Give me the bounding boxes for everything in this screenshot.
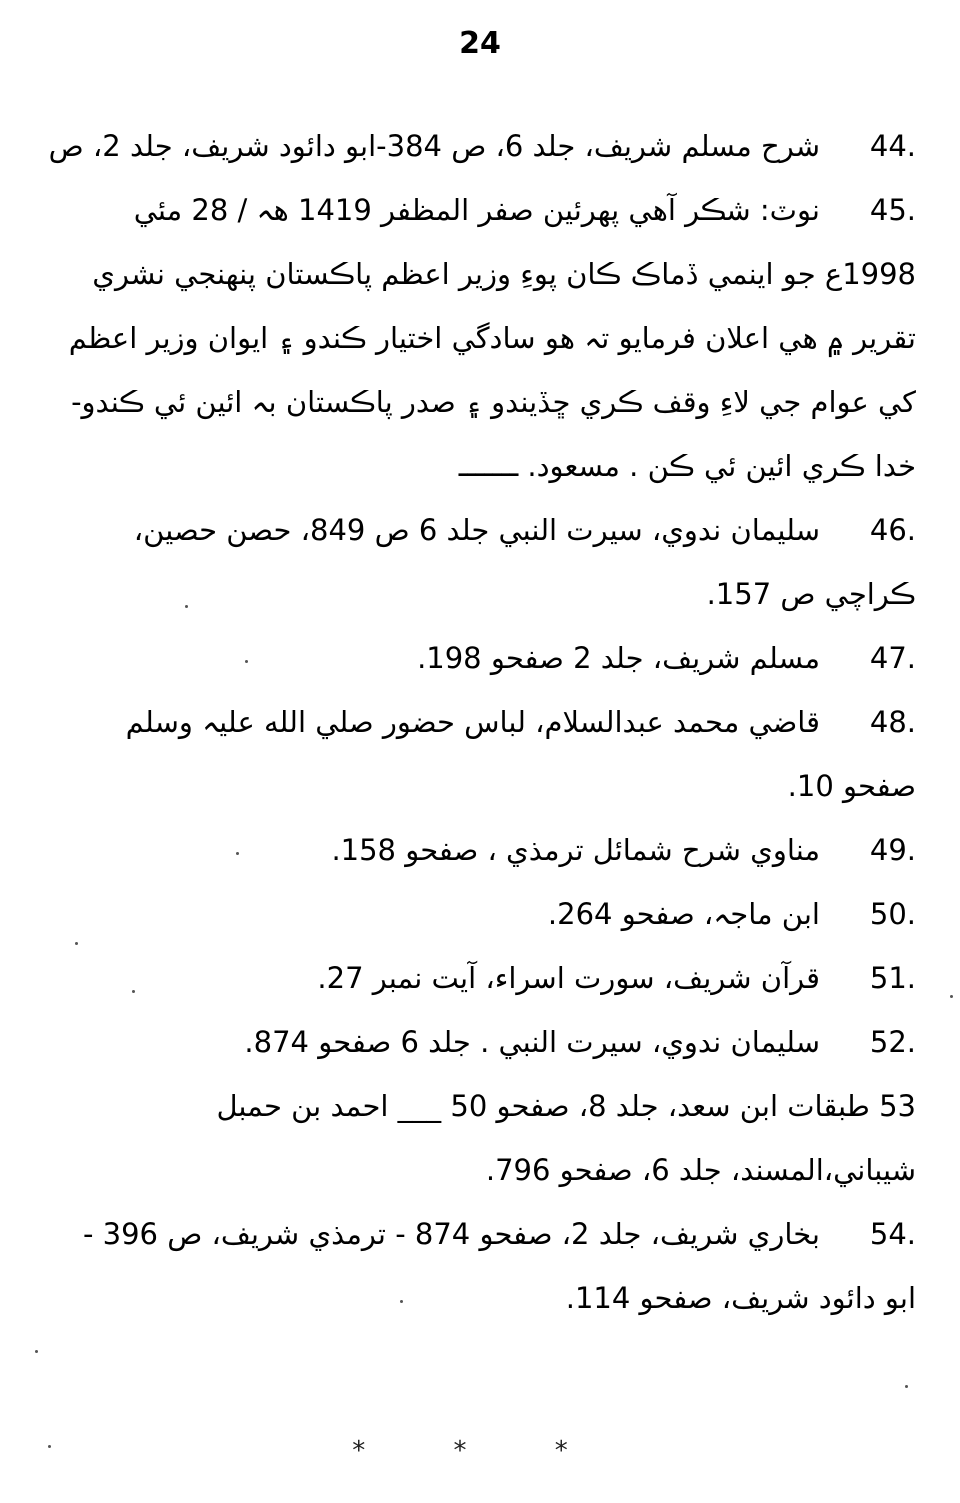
note-line-53 xyxy=(22,1084,916,1128)
note-number: 49. xyxy=(869,833,916,867)
note-text: تقرير ۾ هي اعلان فرمايو تہ هو سادگي اختيار ڪندو ۽ ايوان وزير اعظم xyxy=(68,321,916,355)
note-number: 44. xyxy=(869,129,916,163)
scan-speck xyxy=(905,1385,908,1388)
note-number: 50. xyxy=(869,897,916,931)
note-line-45 xyxy=(22,188,916,232)
note-text: ابو دائود شريف، صفحو 114. xyxy=(565,1281,916,1315)
note-line-51 xyxy=(22,956,916,1000)
page-number: 24 xyxy=(459,26,501,61)
scan-speck xyxy=(245,660,248,663)
scan-speck xyxy=(35,1350,38,1353)
note-text: کي عوام جي لاءِ وقف ڪري ڇڏيندو ۽ صدر پاڪستان بہ ائين ئي ڪندو- xyxy=(71,385,916,419)
scan-speck xyxy=(132,990,135,993)
scan-speck xyxy=(236,852,239,855)
note-line-44 xyxy=(22,124,916,168)
note-text: خدا ڪري ائين ئي ڪن . مسعود. ـــــــ xyxy=(458,449,916,483)
note-line-54-cont xyxy=(22,1276,916,1320)
note-line-53-cont xyxy=(22,1148,916,1192)
note-line-45-cont-2 xyxy=(22,316,916,360)
note-number: 45. xyxy=(869,193,916,227)
scan-speck xyxy=(75,942,78,945)
note-text: بخاري شريف، جلد 2، صفحو 874 - ترمذي شريف، ص 396 - xyxy=(82,1217,820,1251)
note-number: 52. xyxy=(869,1025,916,1059)
note-text: شرح مسلم شريف، جلد 6، ص 384-ابو دائود شريف، جلد 2، ص xyxy=(48,129,820,163)
note-line-48 xyxy=(22,700,916,744)
note-text: مناوي شرح شمائل ترمذي ، صفحو 158. xyxy=(331,833,820,867)
note-line-48-cont xyxy=(22,764,916,808)
note-number: 47. xyxy=(869,641,916,675)
note-text: ڪراچي ص 157. xyxy=(706,577,916,611)
note-text: شيباني،المسند، جلد 6، صفحو 796. xyxy=(485,1153,916,1187)
note-number: 46. xyxy=(869,513,916,547)
note-line-46-cont xyxy=(22,572,916,616)
note-text: قاضي محمد عبدالسلام، لباس حضور صلي الله عليہ وسلم xyxy=(125,705,820,739)
note-line-47 xyxy=(22,636,916,680)
note-line-45-cont-4 xyxy=(22,444,916,488)
note-line-54 xyxy=(22,1212,916,1256)
note-line-49 xyxy=(22,828,916,872)
note-text: 53 طبقات ابن سعد، جلد 8، صفحو 50 ___ احمد بن حمبل xyxy=(216,1089,916,1123)
note-line-52 xyxy=(22,1020,916,1064)
note-line-50 xyxy=(22,892,916,936)
end-mark: * * * xyxy=(352,1436,608,1466)
note-text: صفحو 10. xyxy=(787,769,916,803)
scan-speck xyxy=(185,605,188,608)
note-line-46 xyxy=(22,508,916,552)
scan-speck xyxy=(400,1300,403,1303)
note-text: سليمان ندوي، سيرت النبي جلد 6 ص 849، حصن حصين، xyxy=(133,513,820,547)
scan-speck xyxy=(950,995,953,998)
note-text: قرآن شريف، سورت اسراء، آيت نمبر 27. xyxy=(317,961,820,995)
scan-speck xyxy=(48,1445,51,1448)
note-text: سليمان ندوي، سيرت النبي . جلد 6 صفحو 874. xyxy=(244,1025,820,1059)
note-text: ابن ماجہ، صفحو 264. xyxy=(547,897,820,931)
note-line-45-cont-1 xyxy=(22,252,916,296)
note-text: نوٽ: شڪر آهي پهرئين صفر المظفر 1419 هہ / 28 مئي xyxy=(133,193,820,227)
note-number: 51. xyxy=(869,961,916,995)
note-number: 48. xyxy=(869,705,916,739)
note-text: مسلم شريف، جلد 2 صفحو 198. xyxy=(417,641,820,675)
note-number: 54. xyxy=(869,1217,916,1251)
note-line-45-cont-3 xyxy=(22,380,916,424)
note-text: 1998ع جو اينمي ڏماڪ ڪان پوءِ وزير اعظم پاڪستان پنهنجي نشري xyxy=(92,257,916,291)
